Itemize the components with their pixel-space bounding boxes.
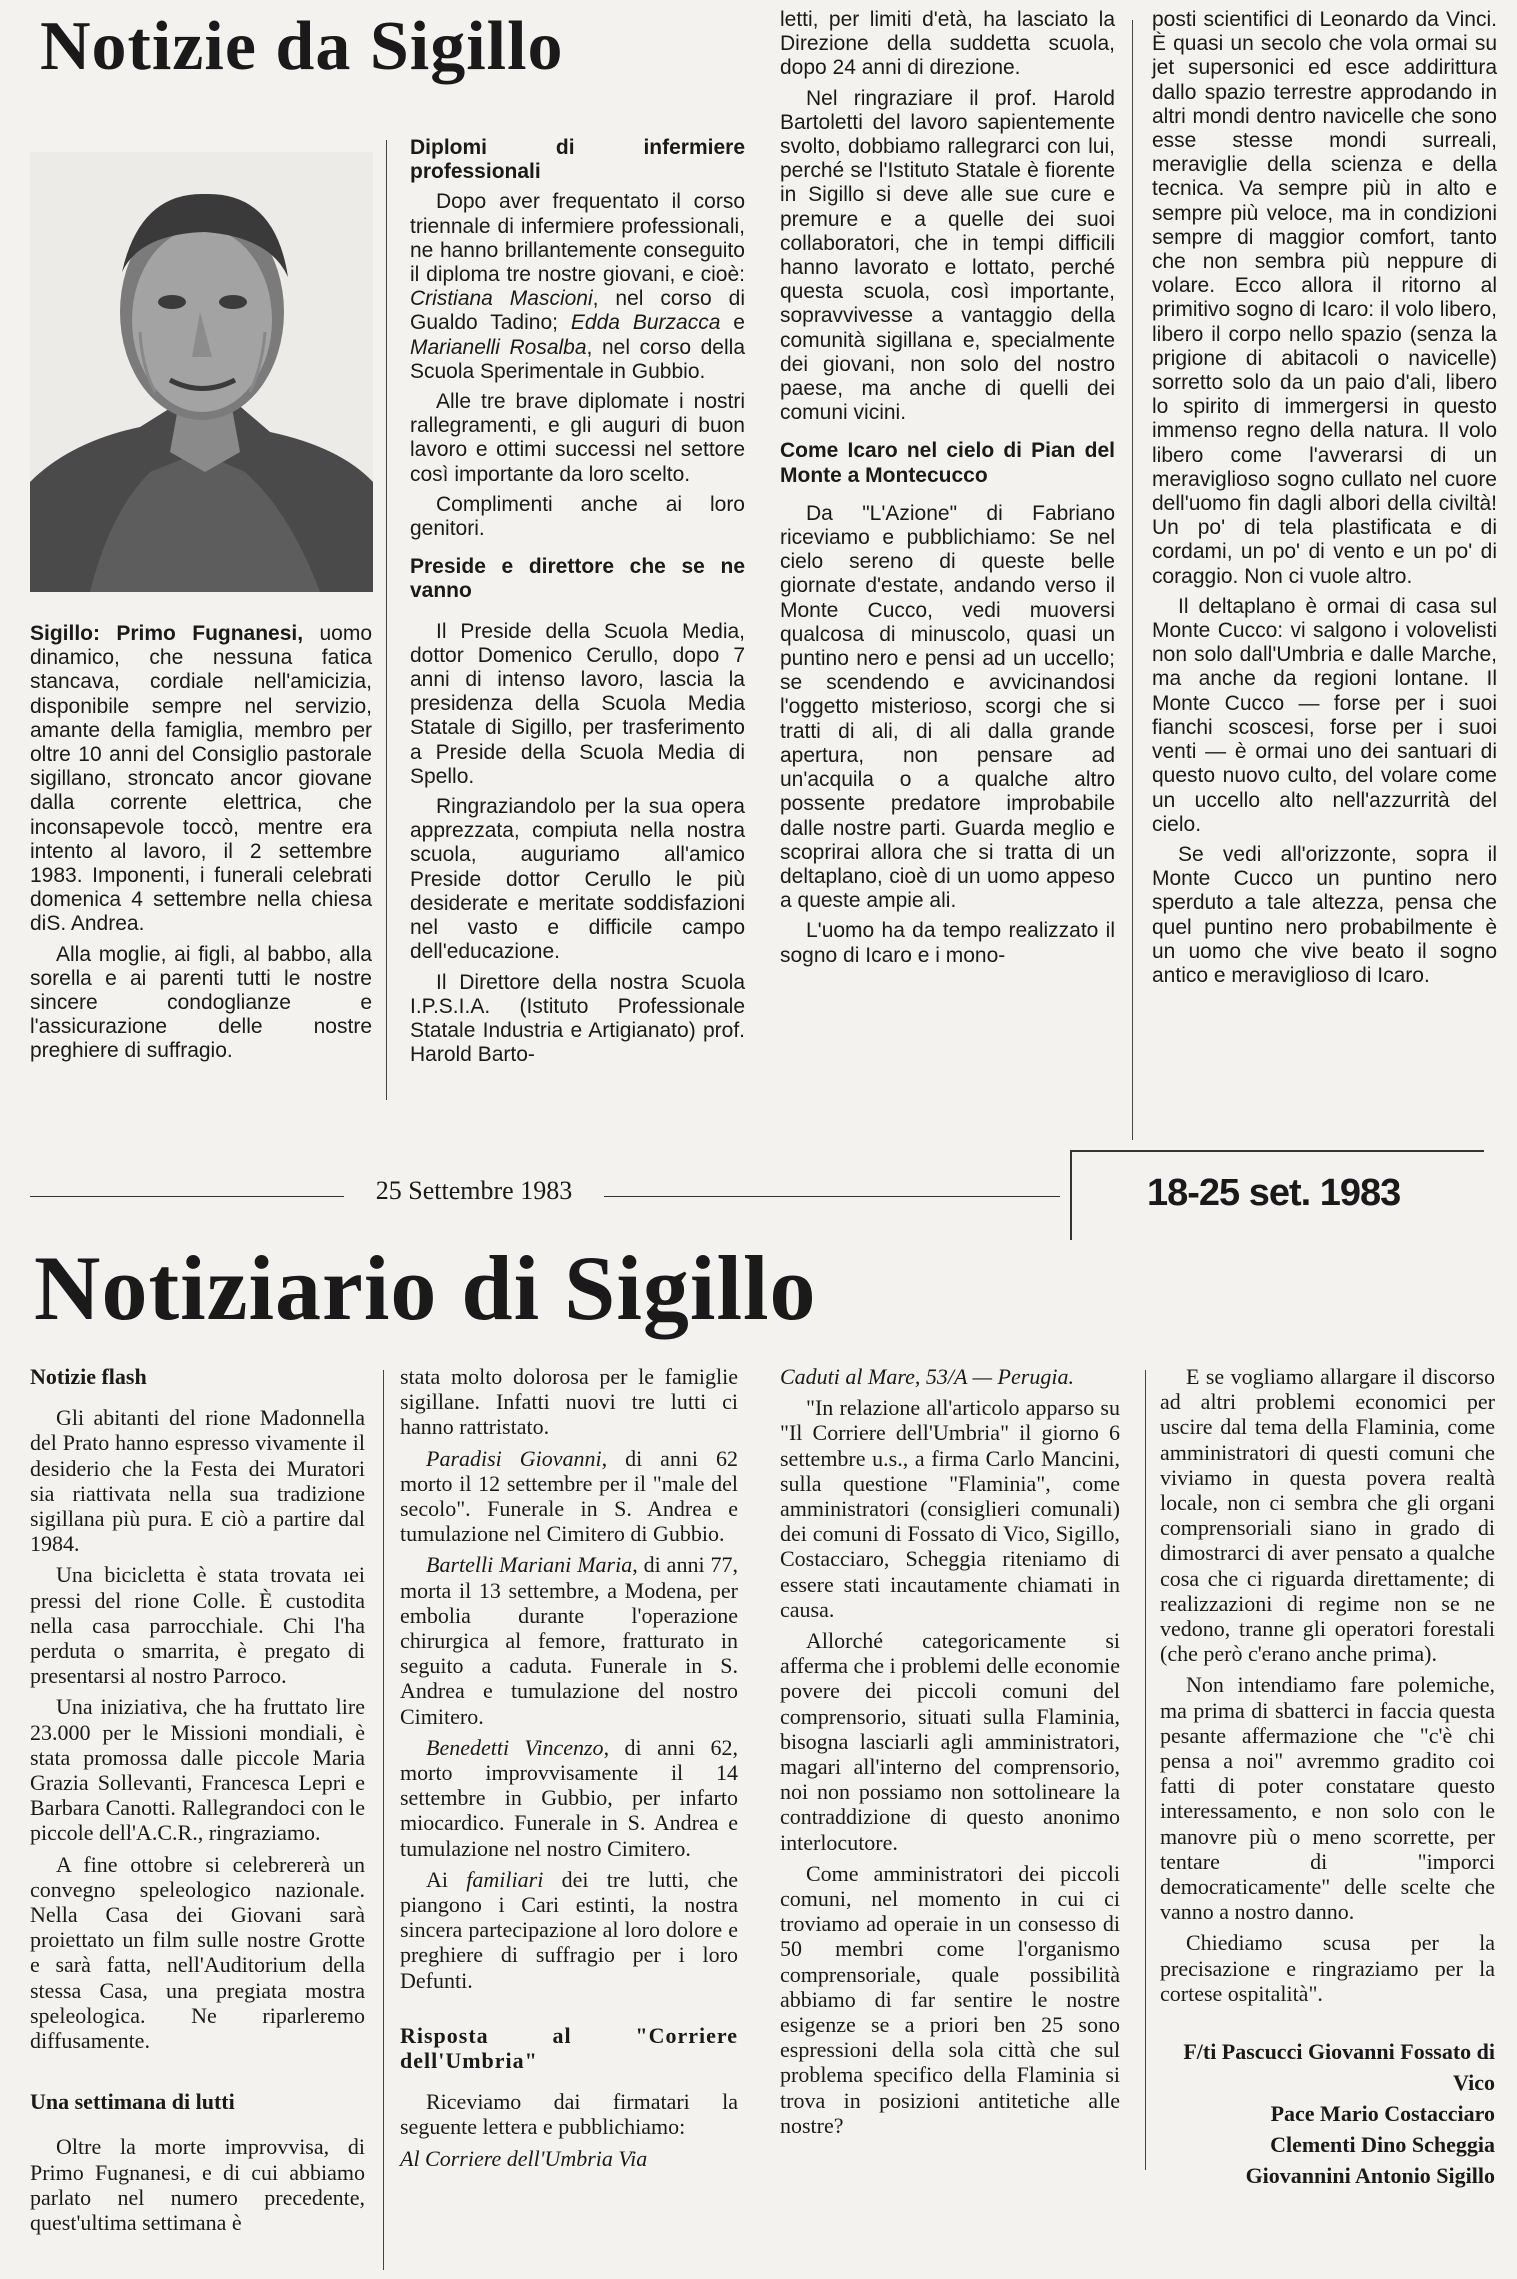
paragraph: Allorché categoricamente si afferma che i problemi delle economie povere dei piccoli comuni del comprensorio, situati sulla Flaminia, bisogna lasciarli agli amministratori, magari all'interno del comprensorio, noi non possiamo non sottolineare la contraddizione di questo anonimo interlocutore. bbox=[780, 1628, 1120, 1855]
paragraph: A fine ottobre si celebrererà un convegno speleologico nazionale. Nella Casa dei Giovani sarà proiettato un film sulle nostre Grotte e sarà fatta, nell'Auditorium della stessa Casa, una pregiata mostra speleologica. Ne riparleremo diffusamente. bbox=[30, 1851, 365, 2054]
top-column-1 bbox=[30, 622, 372, 1070]
paragraph: letti, per limiti d'età, ha lasciato la Direzione della suddetta scuola, dopo 24 anni di direzione. bbox=[780, 8, 1115, 80]
paragraph bbox=[400, 1735, 738, 1861]
signatory: Pace Mario Costacciaro bbox=[1270, 2101, 1495, 2127]
text: , nel corso di Gualdo Tadino; bbox=[410, 287, 745, 335]
section-heading: Diplomi di infermiere professionali bbox=[410, 136, 745, 184]
date-stamp: 18-25 set. 1983 bbox=[1147, 1172, 1401, 1214]
text: , di anni 62, morto improvvisamente il 14 settembre in Gubbio, per infarto miocardico. Funerale in S. Andrea e tumulazione nel nostro Cimitero. bbox=[400, 1734, 738, 1861]
bottom-headline: Notiziario di Sigillo bbox=[34, 1237, 817, 1339]
signatories bbox=[1160, 2036, 1495, 2191]
paragraph: Chiediamo scusa per la precisazione e ringraziamo per la cortese ospitalità". bbox=[1160, 1930, 1495, 2006]
bottom-column-2 bbox=[400, 1364, 738, 2177]
signatory: F/ti Pascucci Giovanni Fossato di Vico bbox=[1183, 2039, 1495, 2096]
date-stamp-box bbox=[1070, 1150, 1484, 1240]
portrait-image bbox=[30, 152, 373, 592]
top-headline: Notizie da Sigillo bbox=[40, 8, 564, 85]
section-heading: Risposta al "Corriere dell'Umbria" bbox=[400, 2022, 738, 2074]
name-italic: Cristiana Mascioni bbox=[410, 287, 593, 311]
paragraph-text: uomo dinamico, che nessuna fatica stancava, cordiale nell'amicizia, disponibile sempre nel servizio, amante della famiglia, membro per oltre 10 anni del Consiglio pastorale sigillano, stroncato ancor giovane dalla corrente elettrica, che inconsapevole toccò, mentre era intento al lavoro, il 2 settembre 1983. Imponenti, i funerali celebrati domenica 4 settembre nella chiesa diS. Andrea. bbox=[30, 622, 372, 936]
paragraph bbox=[400, 1446, 738, 1547]
dateline: 25 Settembre 1983 bbox=[344, 1176, 604, 1206]
paragraph: Alla moglie, ai figli, al babbo, alla sorella e ai parenti tutti le nostre sincere condoglianze e l'assicurazione delle nostre preghiere di suffragio. bbox=[30, 942, 372, 1063]
section-heading: Una settimana di lutti bbox=[30, 2089, 235, 2115]
paragraph: Il Direttore della nostra Scuola I.P.S.I.A. (Istituto Professionale Statale Industria e Artigianato) prof. Harold Barto- bbox=[410, 970, 745, 1067]
paragraph: Gli abitanti del rione Madonnella del Prato hanno espresso vivamente il desiderio che la Festa dei Muratori sia riattivata nella sua tradizione sigillana più pura. E ciò a partire dal 1984. bbox=[30, 1405, 365, 1557]
paragraph: Da "L'Azione" di Fabriano riceviamo e pubblichiamo: Se nel cielo sereno di queste belle giornate d'estate, andando verso il Monte Cucco, vedi muoversi qualcosa di minuscolo, quasi un puntino nero e pensi ad un uccello; se scendendo e avvicinandosi l'oggetto misterioso, scorgi che si tratti di ali, di ali dalla grande apertura, non pensare ad un'acquila o a qualche altro possente predatore improbabile dalle nostre parti. Guarda meglio e scoprirai allora che si tratta di un deltaplano, cioè di un uomo appeso a queste ampie ali. bbox=[780, 501, 1115, 913]
bottom-column-4 bbox=[1160, 1364, 1495, 2191]
italic-word: familiari bbox=[466, 1866, 544, 1892]
section-heading: Preside e direttore che se ne vanno bbox=[410, 555, 745, 603]
text: , di anni 77, morta il 13 settembre, a Modena, per embolia durante l'operazione chirurgica al femore, fratturato in seguito a caduta. Funerale in S. Andrea e tumulazione del nostro Cimitero. bbox=[400, 1552, 738, 1729]
paragraph: Una iniziativa, che ha fruttato lire 23.000 per le Missioni mondiali, è stata promossa dalle piccole Maria Grazia Sollevanti, Francesca Lepri e Barbara Canotti. Rallegrandoci con le piccole dell'A.C.R., ringraziamo. bbox=[30, 1694, 365, 1846]
column-rule bbox=[386, 140, 387, 1100]
paragraph: posti scientifici di Leonardo da Vinci. È quasi un secolo che vola ormai su jet supersonici ed esce addirittura dallo spazio terrestre approdando in altri mondi dentro navicelle che sono esse stesse mondi surreali, meraviglie della scienza e della tecnica. Va sempre più in alto e sempre più veloce, ma in condizioni sempre di maggior comfort, tanto che non sembra più neppure di volare. Ecco allora il ritorno al primitivo sogno di Icaro: il volo libero, libero il corpo nello spazio (senza la prigione di abitacoli o navicelle) sorretto solo da un paio d'ali, libero lo spirito di immergersi in questo immenso regno della natura. Il volo libero come l'avverarsi di un meraviglioso sogno cullato nel cuore dell'uomo fin dagli albori della civiltà! Un po' di tela plastificata e di cordami, un po' di vento e un po' di coraggio. Non ci vuole altro. bbox=[1152, 8, 1497, 588]
signatory: Clementi Dino Scheggia bbox=[1270, 2132, 1495, 2158]
top-column-3 bbox=[780, 8, 1115, 974]
column-rule bbox=[383, 1370, 384, 2270]
signatory: Giovannini Antonio Sigillo bbox=[1245, 2163, 1495, 2189]
paragraph: Come amministratori dei piccoli comuni, nel momento in cui ci troviamo ad operaie in un consesso di 50 membri come l'organismo comprensoriale, quale possibilità abbiamo di far sentire le nostre esigenze se a priori ben 25 sono espressioni della sola città che sul problema specifico della Flaminia si trova in posizioni antitetiche alle nostre? bbox=[780, 1860, 1120, 2138]
paragraph: Ringraziandolo per la sua opera apprezzata, compiuta nella nostra scuola, auguriamo all'amico Preside dottor Cerullo le più desiderate e meritate soddisfazioni nel vasto e difficile campo dell'educazione. bbox=[410, 795, 745, 964]
paragraph bbox=[410, 190, 745, 384]
column-rule bbox=[1145, 1370, 1146, 2170]
column-rule bbox=[1132, 20, 1133, 1140]
paragraph bbox=[30, 622, 372, 937]
name-italic: Paradisi Giovanni bbox=[426, 1445, 602, 1471]
top-column-4 bbox=[1152, 8, 1497, 994]
paragraph: Nel ringraziare il prof. Harold Bartoletti del lavoro sapientemente svolto, dobbiamo rallegrarci con lui, perché se l'Istituto Statale è fiorente in Sigillo si deve alle sue cure e premure e a quelle dei suoi collaboratori, che in tempi difficili hanno lavorato e lottato, perché questa scuola, così importante, sopravvivesse a vantaggio della comunità sigillana e, specialmente dei giovani, non solo del nostro paese, ma anche di quelli dei comuni vicini. bbox=[780, 86, 1115, 425]
paragraph: Non intendiamo fare polemiche, ma prima di sbatterci in faccia questa pesante affermazione che "c'è chi pensa a noi" avremmo gradito coi fatti di poter constatare questo interessamento, e non solo con le manovre più o meno scorrette, per tentare di "imporci democraticamente" delle scelte che vanno a nostro danno. bbox=[1160, 1672, 1495, 1925]
article-kicker: Sigillo: Primo Fugnanesi, bbox=[30, 622, 304, 645]
paragraph: Riceviamo dai firmatari la seguente lettera e pubblichiamo: bbox=[400, 2089, 738, 2140]
text: dei tre lutti, che piangono i Cari estinti, la nostra sincera partecipazione al loro dolore e preghiere di suffragio per i loro Defunti. bbox=[400, 1866, 739, 1993]
paragraph: "In relazione all'articolo apparso su "Il Corriere dell'Umbria" il giorno 6 settembre u.s., a firma Carlo Mancini, sulla questione "Flaminia", come amministratori (consiglieri comunali) dei comuni di Fossato di Vico, Sigillo, Costacciaro, Scheggia riteniamo di essere stati incautamente chiamati in causa. bbox=[780, 1395, 1120, 1622]
text: , di anni 62 morto il 12 settembre per il "male del secolo". Funerale in S. Andrea e tumulazione nel Cimitero di Gubbio. bbox=[400, 1445, 738, 1547]
paragraph: Se vedi all'orizzonte, sopra il Monte Cucco un puntino nero sperduto a tale altezza, pensa che quel puntino nero probabilmente è un uomo che vive beato il sogno antico e meraviglioso di Icaro. bbox=[1152, 842, 1497, 987]
name-italic: Edda Burzacca bbox=[570, 311, 721, 335]
bottom-column-3 bbox=[780, 1364, 1120, 2144]
paragraph: L'uomo ha da tempo realizzato il sogno di Icaro e i mono- bbox=[780, 919, 1115, 967]
paragraph: Al Corriere dell'Umbria Via bbox=[400, 2145, 648, 2171]
text: e bbox=[720, 311, 745, 335]
bottom-column-1 bbox=[30, 1364, 365, 2241]
paragraph: Oltre la morte improvvisa, di Primo Fugnanesi, e di cui abbiamo parlato nel numero precedente, quest'ultima settimana è bbox=[30, 2134, 365, 2236]
paragraph: Una bicicletta è stata trovata ıei pressi del rione Colle. È custodita nella casa parrocchiale. Chi l'ha perduta o smarrita, è pregato di presentarsi al nostro Parroco. bbox=[30, 1562, 365, 1689]
name-italic: Benedetti Vincenzo bbox=[426, 1734, 604, 1760]
text: Ai bbox=[426, 1866, 467, 1892]
paragraph: Il deltaplano è ormai di casa sul Monte Cucco: vi salgono i volovelisti non solo dall'Umbria e dalle Marche, ma anche da regioni lontane. Il Monte Cucco — forse per i suoi fianchi scoscesi, forse per i suoi venti — è ormai uno dei santuari di questo nuovo culto, del volare come un uccello alto nell'azzurrità del cielo. bbox=[1152, 594, 1497, 836]
top-column-2 bbox=[410, 136, 745, 1073]
paragraph bbox=[400, 1867, 738, 1993]
paragraph: stata molto dolorosa per le famiglie sigillane. Infatti nuovi tre lutti ci hanno rattristato. bbox=[400, 1364, 738, 1440]
paragraph bbox=[400, 1552, 738, 1728]
text: Dopo aver frequentato il corso triennale di infermiere professionali, ne hanno brillantemente conseguito il diploma tre nostre giovani, e cioè: bbox=[410, 190, 745, 287]
name-italic: Marianelli Rosalba bbox=[410, 335, 587, 359]
paragraph: Caduti al Mare, 53/A — Perugia. bbox=[780, 1364, 1074, 1389]
portrait-photo bbox=[30, 152, 373, 592]
name-italic: Bartelli Mariani Maria bbox=[426, 1552, 633, 1578]
paragraph: Alle tre brave diplomate i nostri rallegramenti, e gli auguri di buon lavoro e ottimi successi nel settore così importante da loro scelto. bbox=[410, 390, 745, 486]
section-heading: Come Icaro nel cielo di Pian del Monte a Montecucco bbox=[780, 439, 1115, 487]
section-heading: Notizie flash bbox=[30, 1364, 147, 1389]
text: , nel corso della Scuola Sperimentale in Gubbio. bbox=[410, 335, 745, 383]
paragraph: Complimenti anche ai loro genitori. bbox=[410, 492, 745, 541]
paragraph: Il Preside della Scuola Media, dottor Domenico Cerullo, dopo 7 anni di intenso lavoro, lascia la presidenza della Scuola Media Statale di Sigillo, per trasferimento a Preside della Scuola Media di Spello. bbox=[410, 619, 745, 788]
paragraph: E se vogliamo allargare il discorso ad altri problemi economici per uscire dal tema della Flaminia, come amministratori di questi comuni che viviamo in questa povera realtà locale, non ci sembra che gli organi comprensoriali siano in grado di dimostrarci di aver pensato a qualche cosa che ci riguarda direttamente; di realizzazioni di regime non se ne vedono, tranne gli operatori forestali (che però c'erano anche prima). bbox=[1160, 1364, 1495, 1667]
